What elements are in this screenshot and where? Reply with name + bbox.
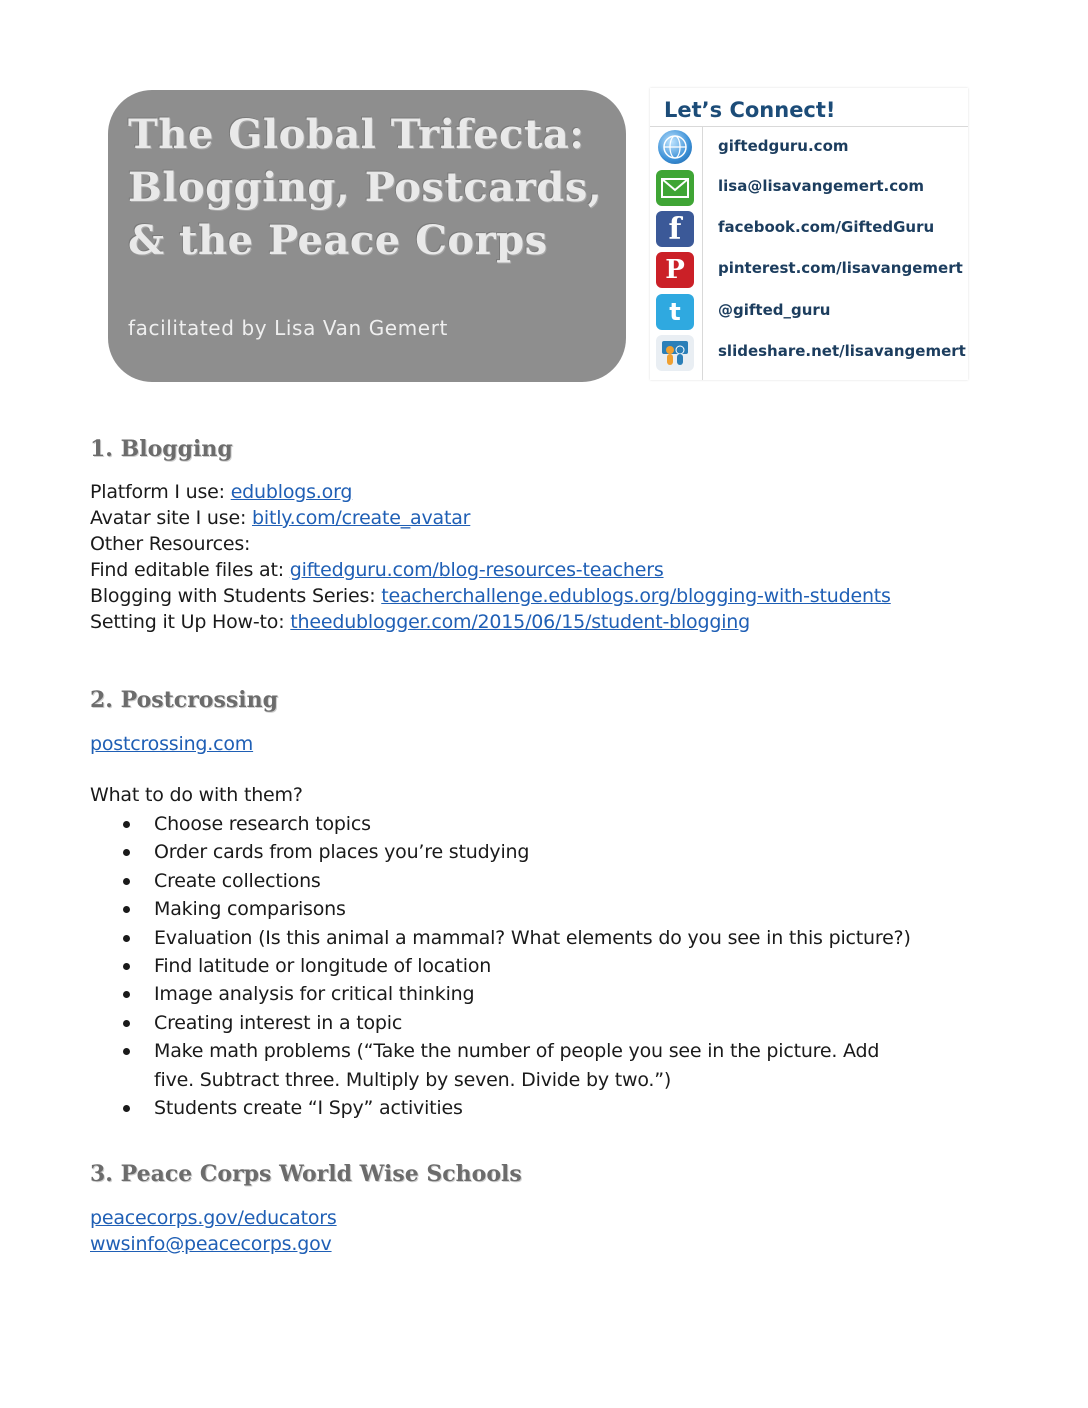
slideshare-icon: [656, 335, 694, 371]
list-item-text: Choose research topics: [154, 813, 371, 835]
connect-row-slideshare[interactable]: [650, 333, 968, 373]
bullet-dot: [123, 963, 130, 970]
blogging-series-label: Blogging with Students Series:: [90, 585, 382, 607]
setup-howto-link[interactable]: theedublogger.com/2015/06/15/student-blogging: [290, 611, 750, 633]
list-item-text: Making comparisons: [154, 898, 346, 921]
list-item: [90, 1094, 990, 1122]
section-heading-blogging: 1. Blogging: [90, 436, 233, 462]
editable-files-line: [90, 559, 664, 581]
platform-line: [90, 481, 352, 503]
page-title: The Global Trifecta: Blogging, Postcards, & the Peace Corps: [128, 111, 603, 264]
postcrossing-line: [90, 733, 253, 755]
connect-row-website[interactable]: [650, 128, 968, 168]
avatar-label: Avatar site I use:: [90, 507, 252, 529]
peacecorps-email-line: [90, 1233, 332, 1255]
peacecorps-email-link[interactable]: wwsinfo@peacecorps.gov: [90, 1233, 332, 1255]
email-icon: [656, 170, 694, 206]
setup-howto-line: [90, 611, 750, 633]
list-item-text: Creating interest in a topic: [154, 1011, 403, 1034]
avatar-line: [90, 507, 470, 529]
platform-label: Platform I use:: [90, 481, 231, 503]
section-heading-peace-corps: 3. Peace Corps World Wise Schools: [90, 1161, 522, 1187]
list-item: [90, 1009, 990, 1037]
list-item-text: Evaluation (Is this animal a mammal? What elements do you see in this picture?): [154, 926, 911, 949]
connect-facebook-label: facebook.com/GiftedGuru: [718, 218, 935, 236]
editable-files-link[interactable]: giftedguru.com/blog-resources-teachers: [289, 559, 664, 581]
list-item: [90, 810, 990, 838]
connect-slideshare-label: slideshare.net/lisavangemert: [718, 342, 966, 360]
bullet-dot: [123, 1020, 130, 1027]
connect-title: Let’s Connect!: [664, 98, 836, 122]
connect-panel: [650, 88, 968, 380]
what-to-do-question: What to do with them?: [90, 784, 303, 806]
connect-row-pinterest[interactable]: [650, 250, 968, 290]
avatar-link[interactable]: bitly.com/create_avatar: [252, 507, 471, 529]
editable-files-label: Find editable files at:: [90, 559, 290, 581]
bullet-dot: [123, 878, 130, 885]
list-item-text: Find latitude or longitude of location: [154, 955, 492, 978]
connect-pinterest-label: pinterest.com/lisavangemert: [718, 259, 963, 277]
section-heading-postcrossing: 2. Postcrossing: [90, 687, 278, 713]
globe-icon: [658, 130, 692, 164]
edublogs-link[interactable]: edublogs.org: [230, 481, 353, 503]
pinterest-icon: P: [656, 252, 694, 288]
bullet-dot: [123, 1105, 130, 1112]
connect-website-label: giftedguru.com: [718, 137, 849, 155]
bullet-dot: [123, 821, 130, 828]
bullet-dot: [123, 906, 130, 913]
setup-howto-label: Setting it Up How-to:: [90, 611, 291, 633]
list-item-text: Students create “I Spy” activities: [154, 1097, 463, 1120]
twitter-icon: t: [656, 294, 694, 330]
list-item: [90, 952, 990, 980]
bullet-dot: [123, 991, 130, 998]
facebook-icon: f: [656, 211, 694, 247]
list-item: [90, 867, 990, 895]
list-item: [90, 838, 990, 866]
connect-twitter-label: @gifted_guru: [718, 301, 831, 319]
other-resources-line: [90, 533, 250, 555]
connect-row-facebook[interactable]: [650, 209, 968, 249]
list-item-text: Order cards from places you’re studying: [154, 841, 530, 864]
postcard-ideas-list: [90, 810, 990, 1122]
facilitator-credit: facilitated by Lisa Van Gemert: [128, 316, 448, 340]
connect-divider: [650, 126, 968, 127]
blogging-series-link[interactable]: teacherchallenge.edublogs.org/blogging-with-students: [381, 585, 891, 607]
list-item-text: Image analysis for critical thinking: [154, 983, 475, 1006]
list-item-text: Create collections: [154, 869, 321, 892]
list-item: [90, 1037, 990, 1094]
bullet-dot: [123, 849, 130, 856]
peacecorps-educators-line: [90, 1207, 337, 1229]
connect-email-label: lisa@lisavangemert.com: [718, 177, 925, 195]
postcrossing-link[interactable]: postcrossing.com: [90, 733, 254, 755]
title-card: [108, 90, 626, 382]
list-item: [90, 980, 990, 1008]
blogging-series-line: [90, 585, 891, 607]
list-item: [90, 924, 990, 952]
bullet-dot: [123, 1048, 130, 1055]
list-item-text: Make math problems (“Take the number of people you see in the picture. Add five. Subtract three. Multiply by seven. Divide by two.”): [154, 1040, 880, 1091]
connect-row-email[interactable]: [650, 168, 968, 208]
peacecorps-educators-link[interactable]: peacecorps.gov/educators: [90, 1207, 337, 1229]
bullet-dot: [123, 935, 130, 942]
list-item: [90, 895, 990, 923]
connect-row-twitter[interactable]: [650, 292, 968, 332]
other-resources-label: Other Resources:: [90, 533, 251, 555]
